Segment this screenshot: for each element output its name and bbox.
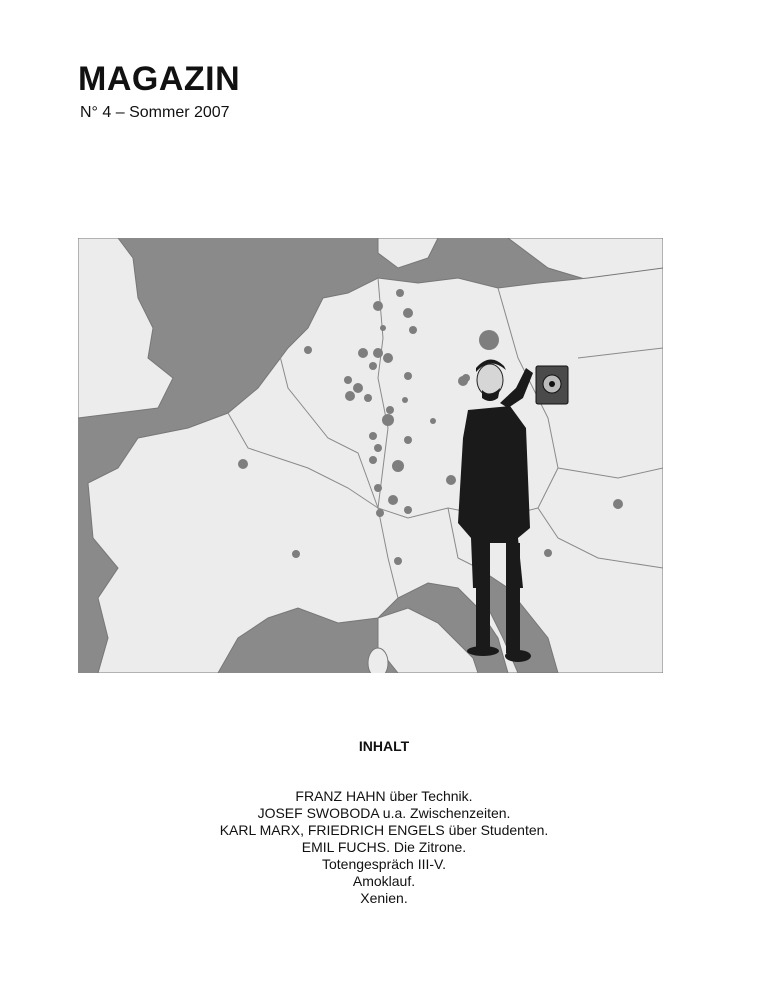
toc-list xyxy=(0,788,768,907)
magazine-title: MAGAZIN xyxy=(78,60,241,98)
toc-heading: INHALT xyxy=(358,738,410,754)
map-europe-icon xyxy=(78,238,663,673)
toc-item: Amoklauf. xyxy=(352,873,416,889)
toc-item: Totengespräch III-V. xyxy=(321,856,446,872)
toc-item: KARL MARX, FRIEDRICH ENGELS über Studenten. xyxy=(219,822,549,838)
toc-item: FRANZ HAHN über Technik. xyxy=(295,788,473,804)
toc-item: Xenien. xyxy=(360,890,408,906)
cover-map-image xyxy=(78,238,663,673)
toc-item: EMIL FUCHS. Die Zitrone. xyxy=(301,839,467,855)
table-of-contents xyxy=(0,738,768,907)
toc-item: JOSEF SWOBODA u.a. Zwischenzeiten. xyxy=(257,805,511,821)
issue-line: N° 4 – Sommer 2007 xyxy=(80,104,230,121)
